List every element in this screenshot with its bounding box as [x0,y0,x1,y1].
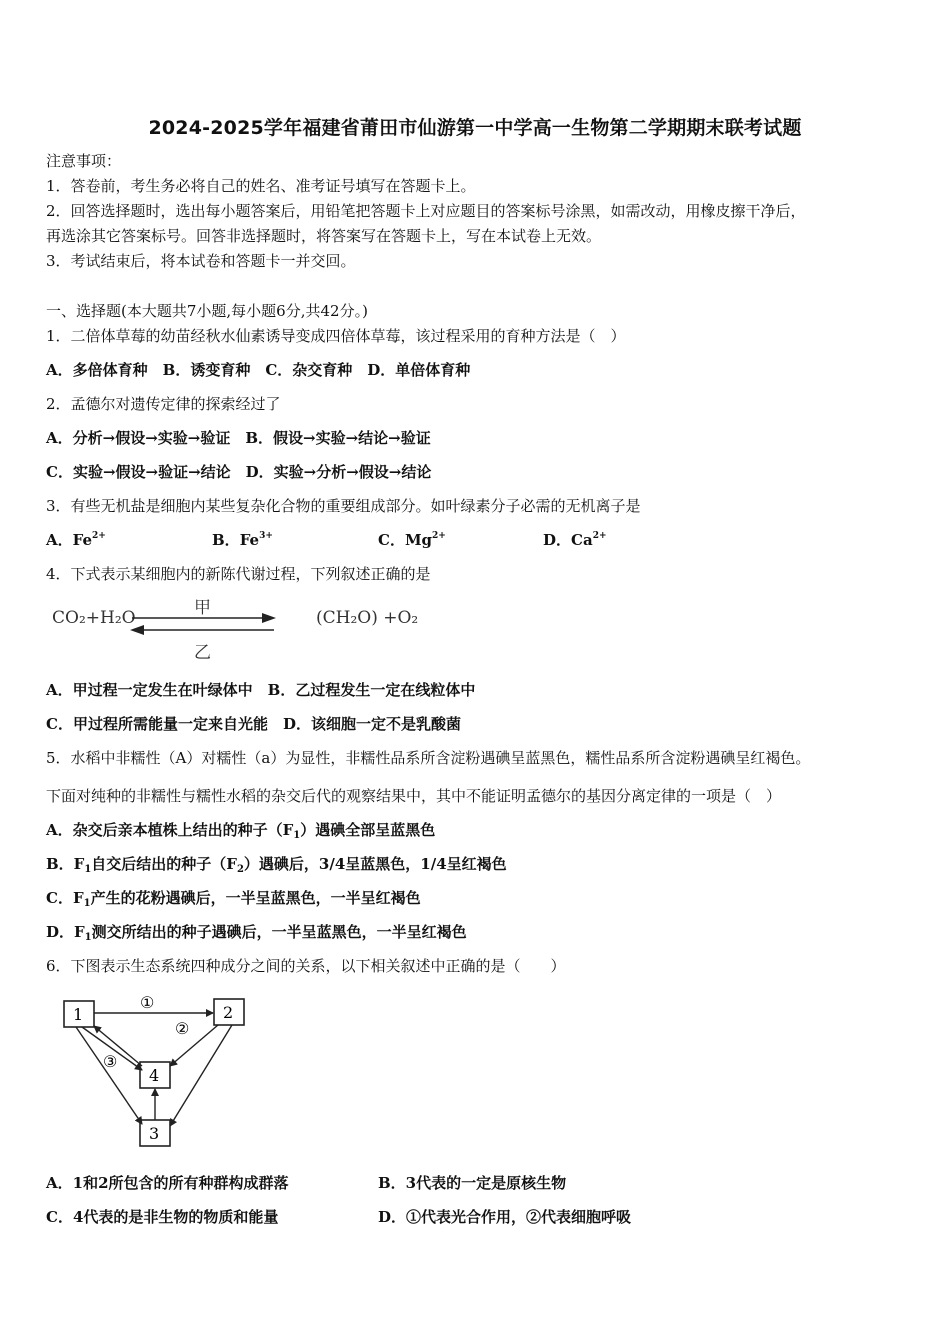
exam-title: 2024-2025学年福建省莆田市仙游第一中学高一生物第二学期期末联考试题 [148,117,802,139]
box-3-label: 3 [149,1124,160,1143]
label-circled-3: ③ [103,1052,118,1071]
question-3-option-b: B．$Fe^{3+}$ [212,531,273,549]
box-2-label: 2 [223,1003,234,1022]
question-2-options-ab: A．分析→假设→实验→验证 B．假设→实验→结论→验证 [46,429,431,447]
question-5-option-d: D．$F_1$测交所结出的种子遇碘后，一半呈蓝黑色，一半呈红褐色 [46,923,467,943]
metabolism-equation [46,595,426,665]
question-6 [46,955,566,977]
question-6-option-c: C．4代表的是非生物的物质和能量 [46,1208,279,1226]
question-5-option-c: C．$F_1$产生的花粉遇碘后，一半呈蓝黑色，一半呈红褐色 [46,889,421,909]
notice-heading: 注意事项： [46,152,122,170]
arrow-1-to-3 [76,1027,142,1124]
question-number: 6． [46,957,71,975]
question-5 [46,747,810,769]
question-stem: 下式表示某细胞内的新陈代谢过程，下列叙述正确的是 [70,565,431,583]
notice-item-2-line-1: 2．回答选择题时，选出每小题答案后，用铅笔把答题卡上对应题目的答案标号涂黑，如需改动，用橡皮擦干净后， [46,202,806,220]
notice-item-3: 3．考试结束后，将本试卷和答题卡一并交回。 [46,252,356,270]
question-5-stem-line-2: 下面对纯种的非糯性与糯性水稻的杂交后代的观察结果中，其中不能证明孟德尔的基因分离定律的一项是（ ） [46,787,782,805]
forward-arrow-head [262,613,276,623]
question-number: 1． [46,327,71,345]
question-stem-line-1: 水稻中非糯性（A）对糯性（a）为显性，非糯性品系所含淀粉遇碘呈蓝黑色，糯性品系所含淀粉遇碘呈红褐色。 [70,749,811,767]
question-5-option-a: A．杂交后亲本植株上结出的种子$(F_1)$遇碘全部呈蓝黑色 [46,821,436,841]
question-stem: 孟德尔对遗传定律的探索经过了 [70,395,281,413]
question-number: 2． [46,395,71,413]
question-4-options-ab: A．甲过程一定发生在叶绿体中 B．乙过程发生一定在线粒体中 [46,681,476,699]
section-heading: 一、选择题(本大题共7小题,每小题6分,共42分。) [46,302,368,320]
question-4-options-cd: C．甲过程所需能量一定来自光能 D．该细胞一定不是乳酸菌 [46,715,461,733]
question-3-option-d: D．$Ca^{2+}$ [543,531,607,549]
question-stem: 有些无机盐是细胞内某些复杂化合物的重要组成部分。如叶绿素分子必需的无机离子是 [70,497,641,515]
question-2 [46,393,281,415]
box-4-label: 4 [149,1066,160,1085]
label-circled-2: ② [175,1019,190,1038]
process-jia-label: 甲 [194,598,211,618]
question-3-option-a: A．$Fe^{2+}$ [46,531,106,549]
equation-reactants: CO₂+H₂O [52,608,136,628]
question-2-options-cd: C．实验→假设→验证→结论 D．实验→分析→假设→结论 [46,463,432,481]
question-number: 3． [46,497,71,515]
question-6-option-b: B．3代表的一定是原核生物 [378,1174,567,1192]
question-stem: 二倍体草莓的幼苗经秋水仙素诱导变成四倍体草莓，该过程采用的育种方法是（ ） [70,327,626,345]
question-1-options: A．多倍体育种 B．诱变育种 C．杂交育种 D．单倍体育种 [46,361,471,379]
arrow-4-to-1 [94,1026,142,1066]
notice-item-2-line-2: 再选涂其它答案标号。回答非选择题时，将答案写在答题卡上，写在本试卷上无效。 [46,227,602,245]
question-stem: 下图表示生态系统四种成分之间的关系，以下相关叙述中正确的是（ ） [70,957,566,975]
equation-products: (CH₂O) +O₂ [316,608,419,628]
question-6-option-d: D．①代表光合作用，②代表细胞呼吸 [378,1208,632,1226]
question-1 [46,325,626,347]
box-1-label: 1 [73,1005,84,1024]
question-4 [46,563,431,585]
question-number: 5． [46,749,71,767]
question-number: 4． [46,565,71,583]
ecosystem-diagram [56,986,256,1156]
question-3 [46,495,641,517]
notice-item-1: 1．答卷前，考生务必将自己的姓名、准考证号填写在答题卡上。 [46,177,476,195]
question-3-option-c: C．$Mg^{2+}$ [378,531,446,549]
question-6-option-a: A．1和2所包含的所有种群构成群落 [46,1174,289,1192]
question-5-option-b: B．$F_1$自交后结出的种子$(F_2)$遇碘后，3/4呈蓝黑色，1/4呈红褐色 [46,855,507,875]
label-circled-1: ① [140,993,155,1012]
process-yi-label: 乙 [194,643,211,663]
